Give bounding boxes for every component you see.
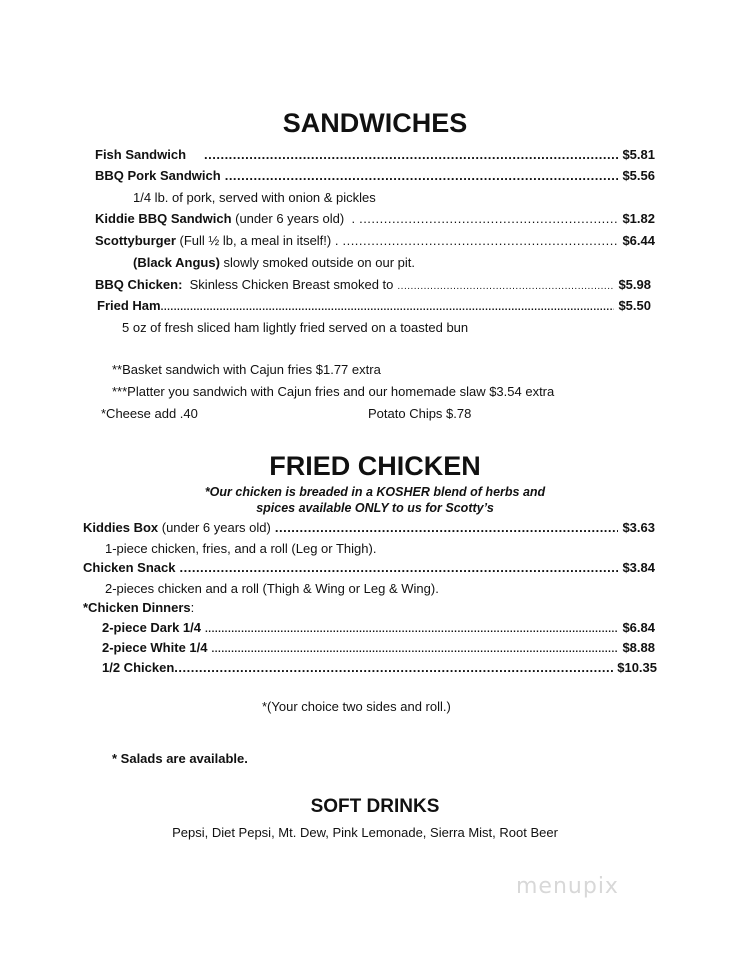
menu-item-bbq-chicken (95, 277, 651, 292)
leader-dots (275, 520, 619, 535)
menu-item-2-piece-white (102, 640, 655, 655)
item-price: $10.35 (617, 660, 657, 675)
sandwiches-heading: SANDWICHES (282, 108, 468, 138)
item-price: $5.98 (618, 277, 651, 292)
item-name: Fish Sandwich (95, 147, 187, 162)
menu-item-kiddie-bbq-sandwich (95, 211, 655, 226)
leader-dots (174, 660, 613, 675)
item-price: $1.82 (622, 211, 655, 226)
fried-chicken-heading: FRIED CHICKEN (269, 451, 481, 481)
item-name: 2-piece White 1/4 (102, 640, 208, 655)
item-name: Kiddie BBQ Sandwich (95, 211, 232, 226)
leader-dots (211, 644, 618, 655)
black-angus-label: (Black Angus) (133, 255, 220, 270)
item-price: $5.81 (622, 147, 655, 162)
item-name: BBQ Chicken: (95, 277, 183, 292)
pork-description: 1/4 lb. of pork, served with onion & pickles (133, 190, 376, 205)
chicken-snack-description: 2-pieces chicken and a roll (Thigh & Wing or Leg & Wing). (105, 581, 439, 596)
item-name: Kiddies Box (83, 520, 159, 535)
kiddies-box-description: 1-piece chicken, fries, and a roll (Leg or Thigh). (105, 541, 377, 556)
leader-dots (359, 211, 618, 226)
sides-note: *(Your choice two sides and roll.) (262, 699, 451, 714)
menu-item-kiddies-box (83, 520, 655, 535)
soft-drinks-heading: SOFT DRINKS (310, 796, 440, 817)
platter-note: ***Platter you sandwich with Cajun fries and our homemade slaw $3.54 extra (112, 384, 555, 399)
scottyburger-note: slowly smoked outside on our pit. (219, 255, 416, 270)
item-name: BBQ Pork Sandwich (95, 168, 221, 183)
leader-dots (205, 624, 618, 635)
leader-dots (342, 233, 618, 248)
item-price: $3.84 (622, 560, 655, 575)
item-price: $3.63 (622, 520, 655, 535)
menu-item-half-chicken (102, 660, 657, 675)
chicken-dinners-colon: : (190, 600, 195, 615)
menu-item-scottyburger (95, 233, 655, 248)
menu-item-bbq-pork-sandwich (95, 168, 655, 183)
leader-dots (397, 281, 614, 292)
cheese-note: *Cheese add .40 (101, 406, 198, 421)
item-name: Scottyburger (95, 233, 176, 248)
soft-drinks-list: Pepsi, Diet Pepsi, Mt. Dew, Pink Lemonade, Sierra Mist, Root Beer (172, 825, 558, 840)
leader-dots (204, 147, 618, 162)
menu-item-fried-ham (97, 298, 651, 313)
item-name: 1/2 Chicken (102, 660, 175, 675)
basket-note: **Basket sandwich with Cajun fries $1.77 extra (112, 362, 381, 377)
item-price: $8.88 (622, 640, 655, 655)
leader-dots (161, 302, 615, 313)
item-price: $5.50 (618, 298, 651, 313)
menu-item-2-piece-dark (102, 620, 655, 635)
menu-item-chicken-snack (83, 560, 655, 575)
menu-item-fish-sandwich (95, 147, 655, 162)
chicken-dinners-label (83, 600, 194, 615)
scottyburger-description (133, 255, 415, 270)
item-description: (Full ½ lb, a meal in itself!) . (175, 233, 339, 248)
chicken-tagline-line-2: spices available ONLY to us for Scotty’s (256, 501, 494, 515)
item-name: Chicken Snack (83, 560, 176, 575)
item-description: Skinless Chicken Breast smoked to (182, 277, 394, 292)
fried-ham-description: 5 oz of fresh sliced ham lightly fried served on a toasted bun (122, 320, 469, 335)
item-name: Fried Ham (97, 298, 161, 313)
item-price: $6.84 (622, 620, 655, 635)
potato-chips-note: Potato Chips $.78 (368, 406, 472, 421)
menupix-watermark: menupix (516, 874, 619, 899)
item-name: 2-piece Dark 1/4 (102, 620, 202, 635)
leader-dots (180, 560, 619, 575)
item-description: (under 6 years old) (158, 520, 271, 535)
item-price: $5.56 (622, 168, 655, 183)
item-description: (under 6 years old) . (231, 211, 356, 226)
leader-dots (225, 168, 619, 183)
item-price: $6.44 (622, 233, 655, 248)
chicken-tagline-line-1: *Our chicken is breaded in a KOSHER blend of herbs and (204, 485, 546, 499)
salads-note: * Salads are available. (112, 751, 248, 766)
chicken-dinners-text: *Chicken Dinners (83, 600, 191, 615)
